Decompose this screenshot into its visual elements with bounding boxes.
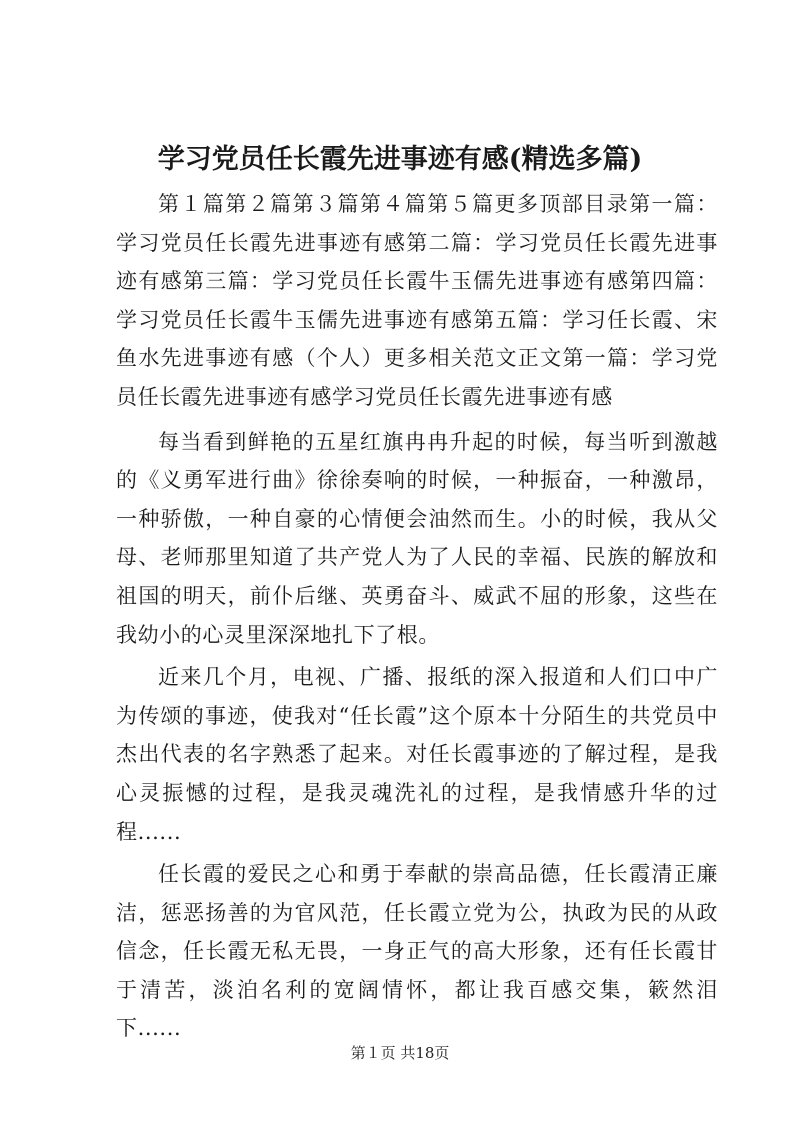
paragraph-1: 每当看到鲜艳的五星红旗冉冉升起的时候，每当听到激越的《义勇军进行曲》徐徐奏响的时候，一种振奋，一种激昂，一种骄傲，一种自豪的心情便会油然而生。小的时候，我从父母、老师那里知道了共产党人为了人民的幸福、民族的解放和祖国的明天，前仆后继、英勇奋斗、威武不屈的形象，这些在我幼小的心灵里深深地扎下了根。 bbox=[116, 429, 718, 647]
document-title: 学习党员任长霞先进事迹有感(精选多篇) bbox=[157, 144, 643, 175]
page-footer: 第１页 共18页 bbox=[350, 1044, 450, 1062]
document-body bbox=[116, 185, 718, 1048]
paragraph-3: 任长霞的爱民之心和勇于奉献的崇高品德，任长霞清正廉洁，惩恶扬善的为官风范，任长霞立党为公，执政为民的从政信念，任长霞无私无畏，一身正气的高大形象，还有任长霞甘于清苦，淡泊名利的宽阔情怀，都让我百感交集，簌然泪下...... bbox=[116, 862, 718, 1041]
paragraph-2: 近来几个月，电视、广播、报纸的深入报道和人们口中广为传颂的事迹，使我对“任长霞”这个原本十分陌生的共党员中杰出代表的名字熟悉了起来。对任长霞事迹的了解过程，是我心灵振憾的过程，是我灵魂洗礼的过程，是我情感升华的过程...... bbox=[116, 665, 718, 844]
paragraph-contents: 第１篇第２篇第３篇第４篇第５篇更多顶部目录第一篇：学习党员任长霞先进事迹有感第二篇：学习党员任长霞先进事迹有感第三篇：学习党员任长霞牛玉儒先进事迹有感第四篇：学习党员任长霞牛玉儒先进事迹有感第五篇：学习任长霞、宋鱼水先进事迹有感（个人）更多相关范文正文第一篇：学习党员任长霞先进事迹有感学习党员任长霞先进事迹有感 bbox=[116, 192, 718, 409]
